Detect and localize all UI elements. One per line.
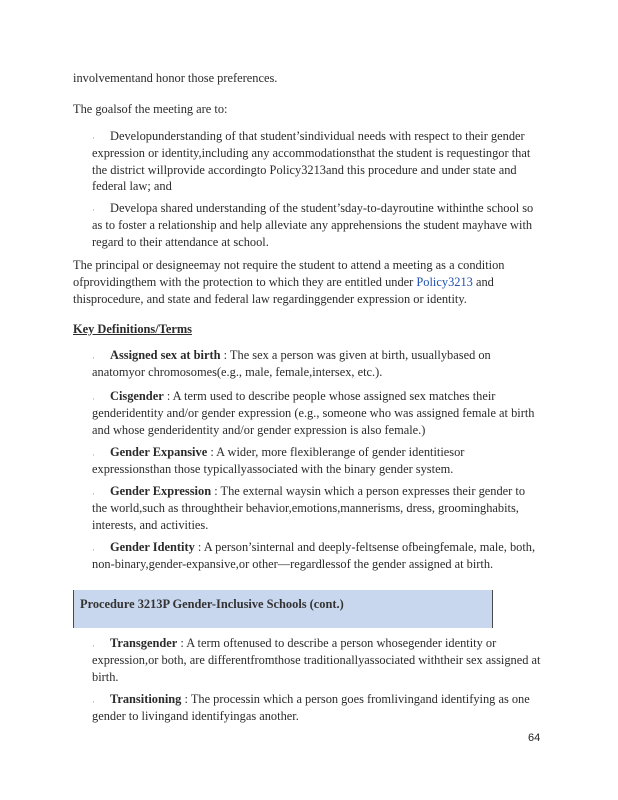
definition-item — [92, 539, 542, 573]
definition-text: : A wider, more flexiblerange of gender identitiesor expressionsthan those typicallyassociated with the binary gender system. — [92, 445, 465, 476]
definition-term: Gender Expression — [110, 484, 212, 498]
definition-text: : A person’sinternal and deeply-feltsense ofbeingfemale, male, both, non-binary,gender-expansive,or other—regardlessof the gender assigned at birth. — [92, 540, 536, 571]
definition-item — [92, 483, 542, 533]
page-number: 64 — [528, 732, 541, 744]
principal-text-before: The principal or designeemay not require the student to attend a meeting as a condition ofprovidingthem with the protection to which they are entitled under — [73, 258, 505, 289]
definition-item — [92, 347, 542, 381]
bullet-marker: · — [92, 545, 95, 555]
definition-text: : The sex a person was given at birth, usuallybased on anatomyor chromosomes(e.g., male, female,intersex, etc.). — [92, 348, 491, 379]
goal-item-1: Developunderstanding of that student’sindividual needs with respect to their gender expression or identity,including any accommodationsthat the student is requestingor that the district willprovide accordingto Policy3213and this procedure and under state and federal law; and — [92, 129, 531, 194]
definition-term: Transgender — [110, 636, 178, 650]
bullet-marker: · — [92, 133, 95, 143]
bullet-marker: · — [92, 450, 95, 460]
goal-item-2: Developa shared understanding of the student’sday-to-dayroutine withinthe school so as to foster a relationship and help alleviate any apprehensions the student mayhave with regard to their attendance at school. — [92, 201, 534, 249]
bullet-marker: · — [92, 353, 95, 363]
bullet-marker: · — [92, 394, 95, 404]
principal-paragraph — [73, 257, 545, 307]
definition-item — [92, 691, 542, 725]
bullet-marker: · — [92, 489, 95, 499]
definition-text: : The processin which a person goes fromlivingand identifying as one gender to livingand identifyingas another. — [92, 692, 530, 723]
definition-item — [92, 635, 542, 685]
definitions-heading: Key Definitions/Terms — [73, 322, 192, 336]
definition-term: Transitioning — [110, 692, 182, 706]
definition-term: Assigned sex at birth — [110, 348, 221, 362]
intro-line: involvementand honor those preferences. — [73, 71, 278, 85]
definition-term: Gender Identity — [110, 540, 195, 554]
goals-intro: The goalsof the meeting are to: — [73, 102, 228, 116]
bullet-marker: · — [92, 641, 95, 651]
bullet-marker: · — [92, 697, 95, 707]
definition-term: Gender Expansive — [110, 445, 208, 459]
definition-text: : A term used to describe people whose assigned sex matches their genderidentity and/or gender expression (e.g., someone who was assigned female at birth and whose genderidentity and/or gender expression is also female.) — [92, 389, 535, 437]
policy-link[interactable]: Policy3213 — [416, 274, 473, 289]
definition-item — [92, 444, 542, 478]
definition-text: : The external waysin which a person expresses their gender to the world,such as throughtheir behavior,emotions,mannerisms, dress, groominghabits, interests, and activities. — [92, 484, 526, 532]
definition-term: Cisgender — [110, 389, 164, 403]
bullet-marker: · — [92, 205, 95, 215]
procedure-header-text: Procedure 3213P Gender-Inclusive Schools (cont.) — [80, 597, 344, 611]
principal-text-after: and thisprocedure, and state and federal law regardinggender expression or identity. — [73, 274, 494, 306]
definition-text: : A term oftenused to describe a person whosegender identity or expression,or both, are differentfromthose traditionallyassociated withtheir sex assigned at birth. — [92, 636, 541, 684]
definition-item — [92, 388, 542, 438]
procedure-header-band — [73, 590, 493, 628]
